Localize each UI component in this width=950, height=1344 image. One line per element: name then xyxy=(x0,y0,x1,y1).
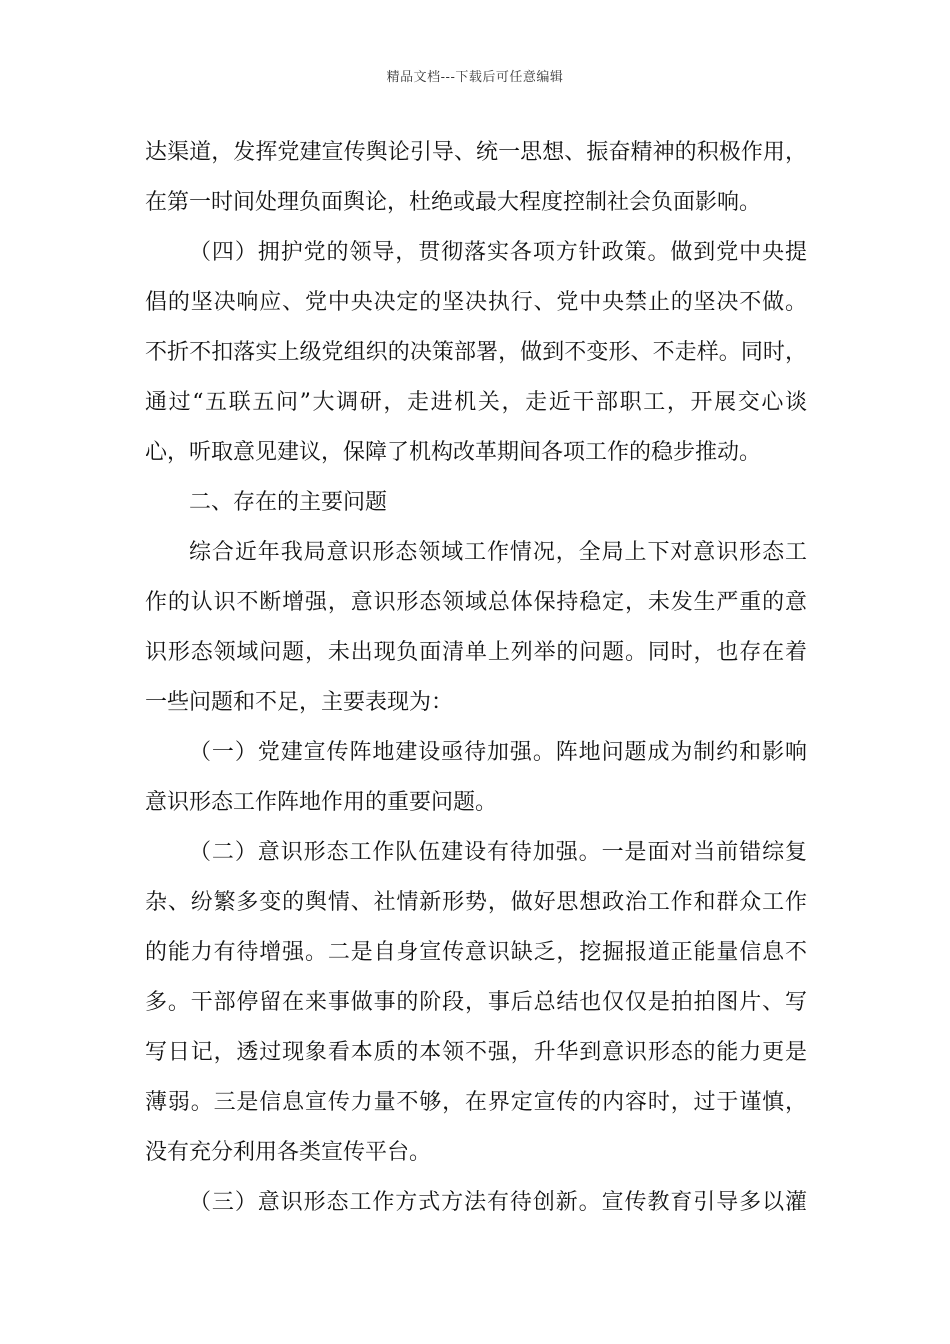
text-line: 在第一时间处理负面舆论，杜绝或最大程度控制社会负面影响。 xyxy=(145,190,762,215)
paragraph-start-line: （四）拥护党的领导，贯彻落实各项方针政策。做到党中央提 xyxy=(189,240,807,265)
text-line: 写日记，透过现象看本质的本领不强，升华到意识形态的能力更是 xyxy=(145,1040,807,1065)
text-line: 一些问题和不足，主要表现为： xyxy=(145,690,454,715)
paragraph-start-line: （二）意识形态工作队伍建设有待加强。一是面对当前错综复 xyxy=(189,840,807,865)
text-line: 识形态领域问题，未出现负面清单上列举的问题。同时，也存在着 xyxy=(145,640,807,665)
paragraph-start-line: （三）意识形态工作方式方法有待创新。宣传教育引导多以灌 xyxy=(189,1190,807,1215)
text-line: 多。干部停留在来事做事的阶段，事后总结也仅仅是拍拍图片、写 xyxy=(145,990,807,1015)
text-line: 通过“五联五问”大调研，走进机关，走近干部职工，开展交心谈 xyxy=(145,390,807,415)
text-line: 薄弱。三是信息宣传力量不够，在界定宣传的内容时，过于谨慎， xyxy=(145,1090,807,1115)
page-header: 精品文档---下载后可任意编辑 xyxy=(386,70,564,85)
text-line: 倡的坚决响应、党中央决定的坚决执行、党中央禁止的坚决不做。 xyxy=(145,290,807,315)
text-line: 的能力有待增强。二是自身宣传意识缺乏，挖掘报道正能量信息不 xyxy=(145,940,807,965)
text-line: 没有充分利用各类宣传平台。 xyxy=(145,1140,432,1165)
text-line: 意识形态工作阵地作用的重要问题。 xyxy=(145,790,498,815)
paragraph-start-line: 综合近年我局意识形态领域工作情况，全局上下对意识形态工 xyxy=(189,540,807,565)
text-line: 不折不扣落实上级党组织的决策部署，做到不变形、不走样。同时， xyxy=(145,340,807,365)
paragraph-start-line: （一）党建宣传阵地建设亟待加强。阵地问题成为制约和影响 xyxy=(189,740,807,765)
body-text xyxy=(145,128,807,1228)
text-line: 心，听取意见建议，保障了机构改革期间各项工作的稳步推动。 xyxy=(145,440,762,465)
section-heading: 二、存在的主要问题 xyxy=(189,490,388,515)
text-line: 达渠道，发挥党建宣传舆论引导、统一思想、振奋精神的积极作用， xyxy=(145,140,807,165)
text-line: 杂、纷繁多变的舆情、社情新形势，做好思想政治工作和群众工作 xyxy=(145,890,807,915)
text-line: 作的认识不断增强，意识形态领域总体保持稳定，未发生严重的意 xyxy=(145,590,807,615)
